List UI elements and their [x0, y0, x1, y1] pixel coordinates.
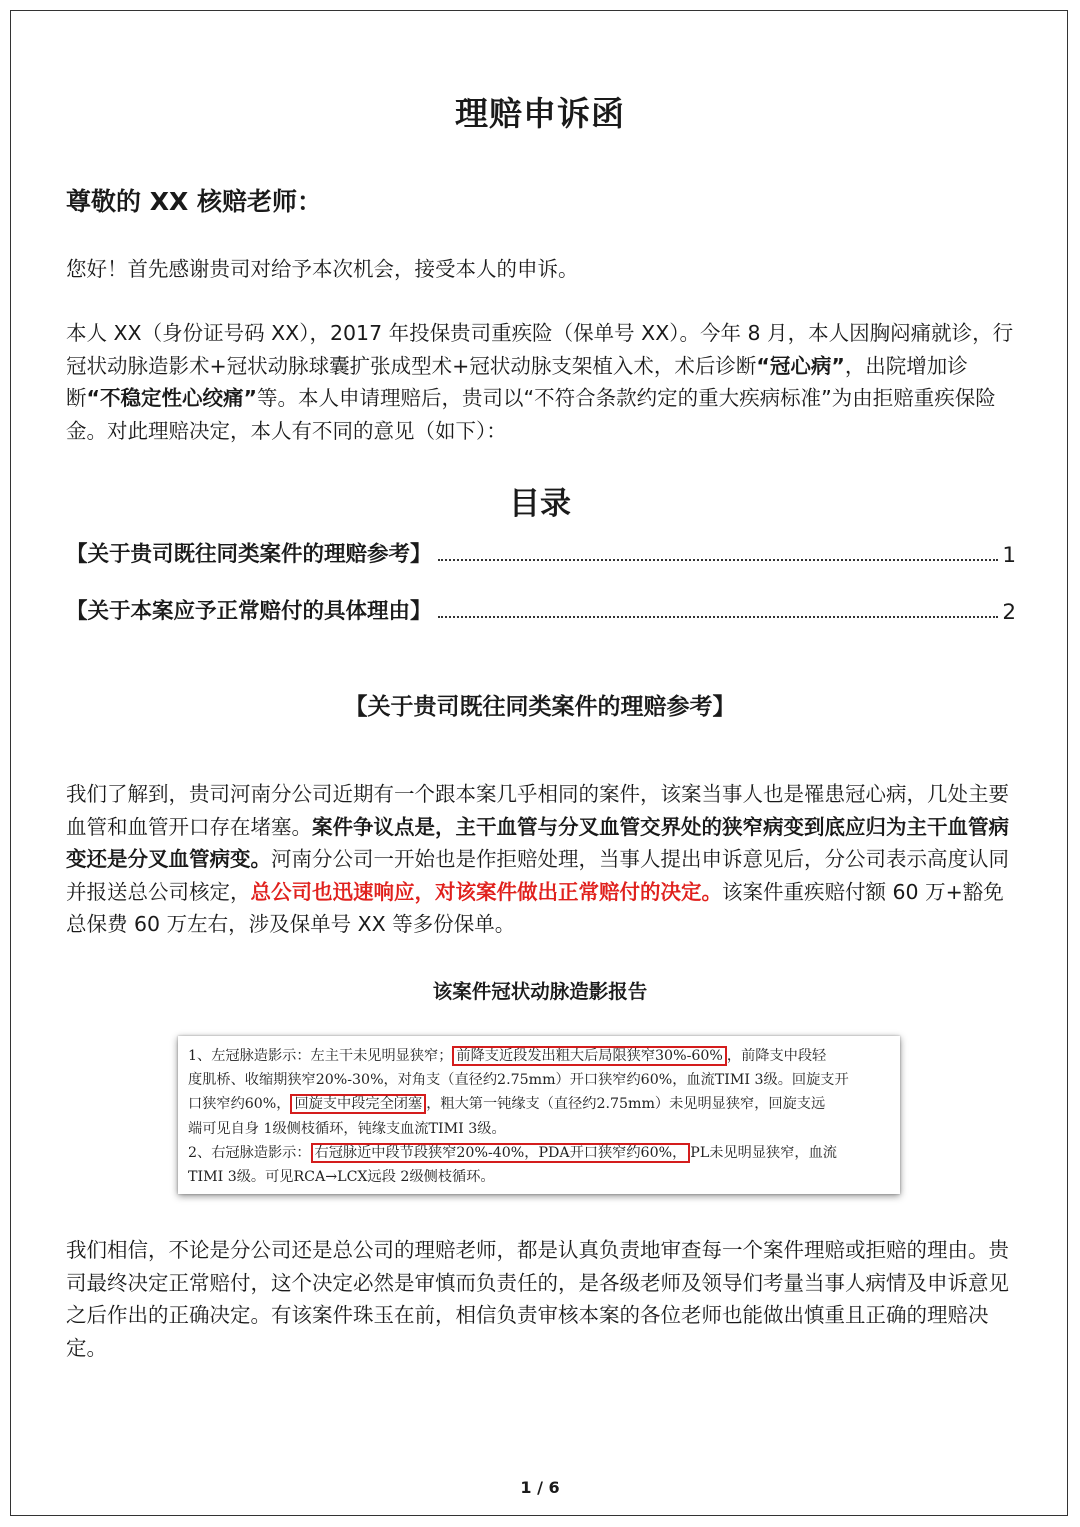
toc-entry-page: 1 [1002, 543, 1016, 568]
greeting: 尊敬的 XX 核赔老师： [66, 187, 322, 216]
toc-entry-label: 【关于贵司既往同类案件的理赔参考】 [66, 542, 432, 567]
toc-leader-dots [438, 559, 999, 561]
document-title: 理赔申诉函 [455, 94, 625, 133]
angiography-report-image: 1、左冠脉造影示：左主干未见明显狭窄； 前降支近段发出粗大后局限狭窄30%-60% ，前降支中段轻 度肌桥、收缩期狭窄20%-30%，对角支（直径约2.75mm）开口狭窄约60%，血流TIMI 3级。回旋支开 口狭窄约60%， 回旋支中段完全闭塞 ，粗大第一钝缘支（直径约2.75mm）未见明显狭窄，回旋支远 端可见自身 1级侧枝循环，钝缘支血流TIMI 3级。 2、右冠脉造影示： 右冠脉近中段节段狭窄20%-40%，PDA开口狭窄约60%， PL未见明显狭窄，血流 TIMI 3级。可见RCA→LCX远段 2级侧枝循环。 [178, 1036, 900, 1194]
intro-paragraph: 您好！首先感谢贵司对给予本次机会，接受本人的申诉。 [66, 257, 579, 281]
page-indicator: 1 / 6 [520, 1478, 560, 1497]
toc-entry[interactable] [66, 534, 1016, 568]
section-heading: 【关于贵司既往同类案件的理赔参考】 [344, 694, 736, 720]
closing-paragraph: 我们相信，不论是分公司还是总公司的理赔老师，都是认真负责地审查每一个案件理赔或拒赔的理由。贵司最终决定正常赔付，这个决定必然是审慎而负责任的，是各级老师及领导们考量当事人病情及申诉意见之后作出的正确决定。有该案件珠玉在前，相信负责审核本案的各位老师也能做出慎重且正确的理赔决定。 [66, 1238, 1009, 1360]
added-diagnosis-highlight: “不稳定性心绞痛” [86, 386, 257, 410]
highlight-box: 右冠脉近中段节段狭窄20%-40%，PDA开口狭窄约60%， [311, 1143, 691, 1163]
toc-title: 目录 [509, 486, 571, 522]
toc-entry-page: 2 [1002, 600, 1016, 625]
diagnosis-highlight: “冠心病” [756, 353, 845, 378]
case-paragraph: 本人 XX（身份证号码 XX），2017 年投保贵司重疾险（保单号 XX）。今年 8 月，本人因胸闷痛就诊，行冠状动脉造影术+冠状动脉球囊扩张成型术+冠状动脉支架植入术，术后诊断“冠心病”，出院增加诊断“不稳定性心绞痛”等。本人申请理赔后，贵司以“不符合条款约定的重大疾病标准”为由拒赔重疾保险金。对此理赔决定，本人有不同的意见（如下）： [66, 321, 1014, 443]
dispute-point-highlight: 案件争议点是，主干血管与分叉血管交界处的狭窄病变到底应归为主干血管病变还是分叉血管病变。 [66, 814, 1009, 871]
decision-highlight: 总公司也迅速响应，对该案件做出正常赔付的决定。 [250, 879, 722, 904]
highlight-box: 回旋支中段完全闭塞 [290, 1094, 426, 1114]
toc-entry-label: 【关于本案应予正常赔付的具体理由】 [66, 599, 432, 624]
reference-case-paragraph: 我们了解到，贵司河南分公司近期有一个跟本案几乎相同的案件，该案当事人也是罹患冠心病，几处主要血管和血管开口存在堵塞。案件争议点是，主干血管与分叉血管交界处的狭窄病变到底应归为主干血管病变还是分叉血管病变。河南分公司一开始也是作拒赔处理，当事人提出申诉意见后，分公司表示高度认同并报送总公司核定，总公司也迅速响应，对该案件做出正常赔付的决定。该案件重疾赔付额 60 万+豁免总保费 60 万左右，涉及保单号 XX 等多份保单。 [66, 782, 1009, 936]
figure-caption: 该案件冠状动脉造影报告 [432, 980, 648, 1003]
highlight-box: 前降支近段发出粗大后局限狭窄30%-60% [452, 1046, 727, 1066]
toc-entry[interactable] [66, 591, 1016, 625]
toc-leader-dots [438, 616, 999, 618]
